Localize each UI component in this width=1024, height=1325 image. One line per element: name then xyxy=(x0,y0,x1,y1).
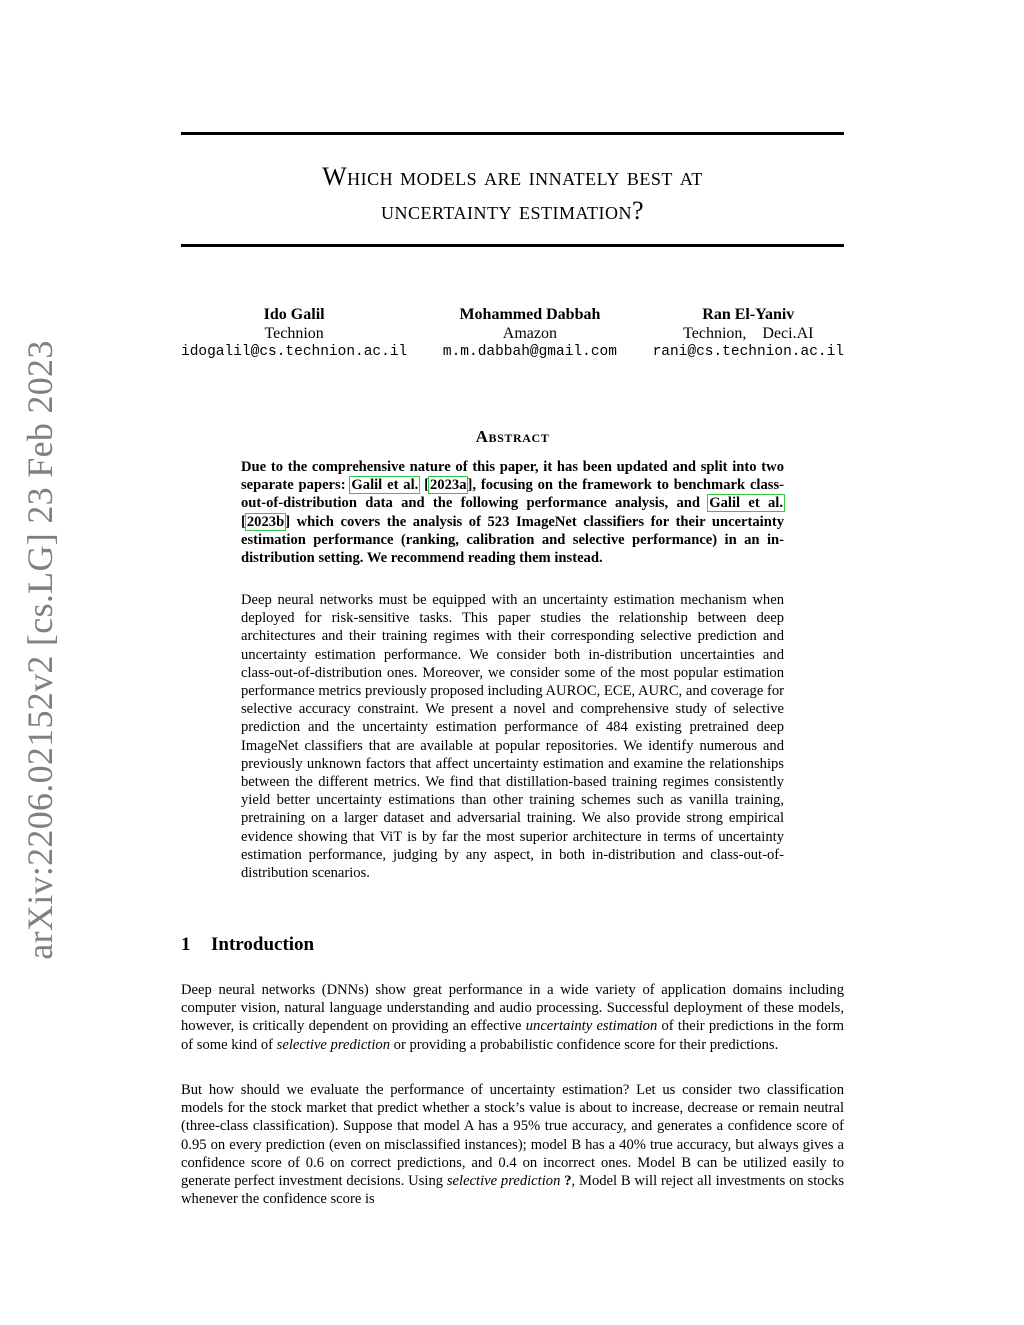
paragraph-text: , Model B will reject all investments on stocks whenever the confidence score is xyxy=(181,1173,844,1208)
emphasis-text: selective prediction xyxy=(446,1173,561,1190)
note-text: , focusing on the framework to benchmark class-out-of-distribution data and the following performance analysis, and xyxy=(241,477,784,512)
author-affiliation: Technion, Deci.AI xyxy=(683,325,814,342)
author-name: Ido Galil xyxy=(263,306,325,323)
author-3 xyxy=(653,305,844,362)
citation-link-year[interactable]: 2023b xyxy=(246,513,285,530)
paragraph-text: But how should we evaluate the performance of uncertainty estimation? Let us consider two classification models for the stock market that predict whether a stock’s value is about to increase, decrease or remain neutral (three-class classification). Suppose that model A has a 95% true accuracy, and generates a confidence score of 0.95 on every prediction (even on misclassified instances); model B has a 40% true accuracy, but always gives a confidence score of 0.6 on correct predictions, and 0.4 on incorrect ones. Model B can be utilized easily to generate perfect investment decisions. Using xyxy=(181,1082,844,1190)
author-email[interactable]: rani@cs.technion.ac.il xyxy=(652,344,844,360)
emphasis-text: uncertainty estimation xyxy=(525,1018,658,1035)
paragraph-text: of their predictions in the form of some kind of xyxy=(181,1018,845,1053)
title-top-rule xyxy=(181,132,844,135)
author-email[interactable]: m.m.dabbah@gmail.com xyxy=(442,344,617,360)
author-affiliation: Amazon xyxy=(502,325,557,342)
paragraph-text: or providing a probabilistic confidence score for their predictions. xyxy=(390,1036,779,1053)
author-2 xyxy=(443,305,617,362)
section-title: Introduction xyxy=(211,934,315,955)
abstract-body: Deep neural networks must be equipped with an uncertainty estimation mechanism when deployed for risk-sensitive tasks. This paper studies the relationship between deep architectures and their training regimes with their corresponding selective prediction and uncertainty estimation performance. We consider both in-distribution uncertainties and class-out-of-distribution ones. Moreover, we consider some of the most popular estimation performance metrics previously proposed including AUROC, ECE, AURC, and coverage for selective accuracy constraint. We present a novel and comprehensive study of selective prediction and the uncertainty estimation performance of 484 existing pretrained deep ImageNet classifiers that are available at popular repositories. We identify numerous and previously unknown factors that affect uncertainty estimation and examine the relationships between the different metrics. We find that distillation-based training regimes consistently yield better uncertainty estimations than other training schemes such as vanilla training, pretraining on a larger dataset and adversarial training. We also provide strong empirical evidence showing that ViT is by far the most superior architecture in terms of uncertainty estimation performance, judging by any aspect, in both in-distribution and class-out-of-distribution scenarios. xyxy=(241,592,784,882)
citation-link-year[interactable]: 2023a xyxy=(430,477,467,494)
intro-paragraph-1 xyxy=(181,981,844,1054)
title-line-1: Which models are innately best at xyxy=(322,162,703,191)
arxiv-identifier: arXiv:2206.02152v2 [cs.LG] 23 Feb 2023 xyxy=(20,340,60,960)
missing-reference[interactable]: ? xyxy=(560,1173,572,1190)
citation-link-author[interactable]: Galil et al. xyxy=(709,495,783,512)
author-1 xyxy=(181,305,407,362)
note-text: Due to the comprehensive nature of this paper, it has been updated and split into two separate papers: xyxy=(241,459,784,494)
section-heading xyxy=(181,934,314,956)
section-number: 1 xyxy=(181,934,191,955)
note-text: which covers the analysis of 523 ImageNet classifiers for their uncertainty estimation performance (ranking, calibration and selective performance) in an in-distribution setting. We recommend reading them instead. xyxy=(241,513,784,567)
citation-link-author[interactable]: Galil et al. xyxy=(351,477,419,494)
emphasis-text: selective prediction xyxy=(276,1036,390,1053)
paper-title xyxy=(181,160,844,228)
author-list xyxy=(181,305,844,362)
title-line-2: uncertainty estimation? xyxy=(381,196,644,225)
author-affiliation: Technion xyxy=(264,325,324,342)
paragraph-text: Deep neural networks (DNNs) show great performance in a wide variety of application domains including computer vision, natural language understanding and audio processing. Successful deployment of these models, however, is critically dependent on providing an effective xyxy=(181,982,844,1035)
author-name: Mohammed Dabbah xyxy=(459,306,601,323)
abstract-heading: Abstract xyxy=(475,427,550,446)
author-email[interactable]: idogalil@cs.technion.ac.il xyxy=(181,344,408,360)
intro-paragraph-2 xyxy=(181,1081,844,1208)
author-name: Ran El-Yaniv xyxy=(702,306,795,323)
title-bottom-rule xyxy=(181,244,844,247)
abstract-update-note: Due to the comprehensive nature of this paper, it has been updated and split into two separate papers: Galil et al. [2023a], focusing on the framework to benchmark class-out-of-distribution data and the following performance analysis, and Galil et al. [2023b] which covers the analysis of 523 ImageNet classifiers for their uncertainty estimation performance (ranking, calibration and selective performance) in an in-distribution setting. We recommend reading them instead. xyxy=(241,459,784,567)
